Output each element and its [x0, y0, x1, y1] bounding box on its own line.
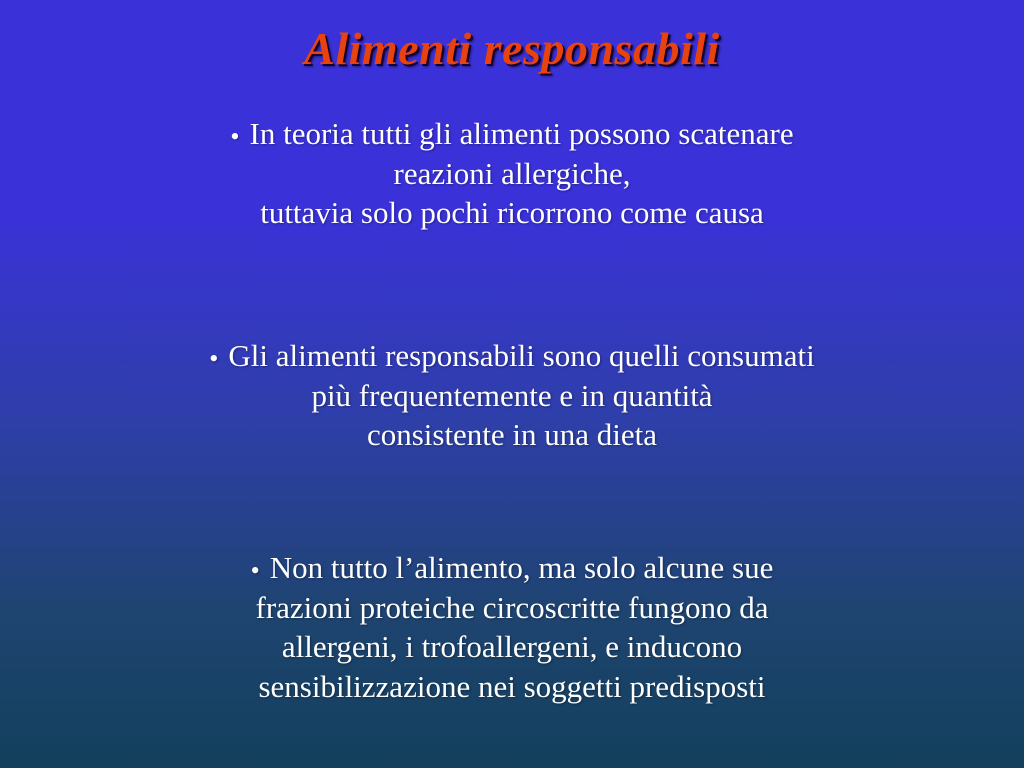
bullet-line [40, 114, 984, 154]
bullet-text-continuation: allergeni, i trofoallergeni, e inducono [281, 629, 743, 665]
bullet-text-continuation: reazioni allergiche, [393, 155, 631, 191]
bullet-text: Gli alimenti responsabili sono quelli consumati [228, 338, 815, 373]
bullet-text-continuation: sensibilizzazione nei soggetti predisposti [258, 669, 766, 705]
bullet-text-continuation: tuttavia solo pochi ricorrono come causa [260, 195, 764, 231]
bullet-text-continuation: più frequentemente e in quantità [311, 377, 713, 413]
bullet-text: Non tutto l’alimento, ma solo alcune sue [269, 550, 774, 585]
bullet-icon: • [250, 555, 260, 585]
bullet-text-continuation: frazioni proteiche circoscritte fungono da [255, 589, 769, 625]
bullet-paragraph-1 [40, 114, 984, 233]
bullet-text-continuation: consistente in una dieta [366, 417, 658, 453]
bullet-line [40, 336, 984, 376]
bullet-text: In teoria tutti gli alimenti possono scatenare [249, 116, 794, 151]
bullet-icon: • [230, 121, 240, 151]
bullet-line [40, 548, 984, 588]
bullet-icon: • [209, 343, 219, 373]
page-title: Alimenti responsabili [304, 23, 720, 74]
bullet-paragraph-2 [40, 336, 984, 455]
bullet-paragraph-3 [40, 548, 984, 707]
